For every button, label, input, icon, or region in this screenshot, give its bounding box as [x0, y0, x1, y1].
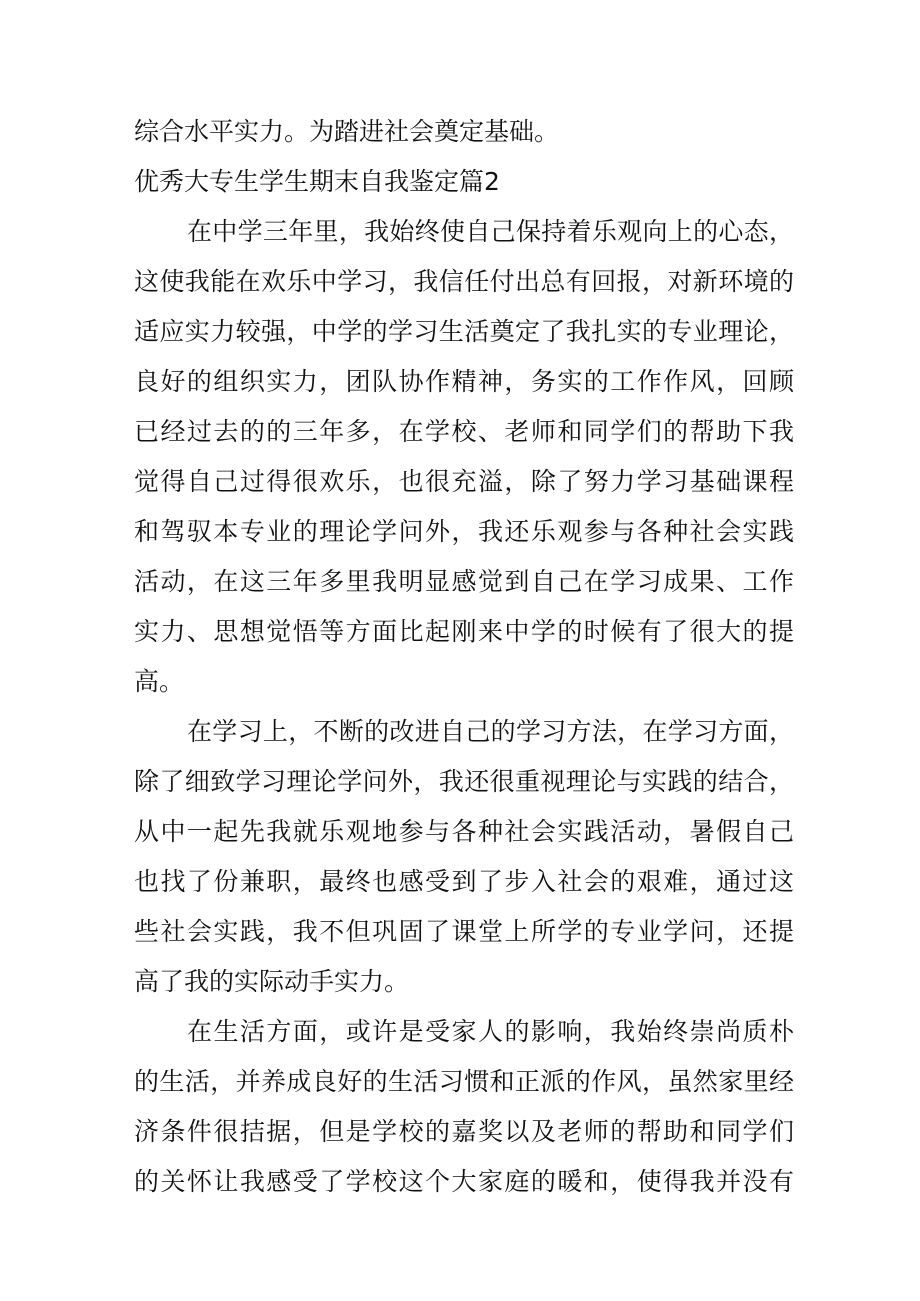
- paragraph-1-line-10: 高。: [134, 667, 185, 696]
- paragraph-1-line-7: 和驾驭本专业的理论学问外，我还乐观参与各种社会实践: [134, 517, 794, 546]
- paragraph-1-line-6: 觉得自己过得很欢乐，也很充溢，除了努力学习基础课程: [134, 467, 794, 496]
- paragraph-1-line-5: 已经过去的的三年多，在学校、老师和同学们的帮助下我: [134, 417, 794, 446]
- paragraph-2-line-2: 除了细致学习理论学问外，我还很重视理论与实践的结合，: [134, 767, 794, 796]
- paragraph-3-line-1: 在生活方面，或许是受家人的影响，我始终崇尚质朴: [187, 1017, 794, 1046]
- paragraph-1-line-1: 在中学三年里，我始终使自己保持着乐观向上的心态，: [187, 217, 794, 246]
- paragraph-3-line-3: 济条件很拮据，但是学校的嘉奖以及老师的帮助和同学们: [134, 1117, 794, 1146]
- intro-tail-text: 综合水平实力。为踏进社会奠定基础。: [134, 117, 560, 146]
- paragraph-3-line-2: 的生活，并养成良好的生活习惯和正派的作风，虽然家里经: [134, 1067, 794, 1096]
- section-title: 优秀大专生学生期末自我鉴定篇2: [134, 167, 500, 196]
- paragraph-3-line-4: 的关怀让我感受了学校这个大家庭的暖和，使得我并没有: [134, 1167, 794, 1196]
- paragraph-1-line-3: 适应实力较强，中学的学习生活奠定了我扎实的专业理论，: [134, 317, 794, 346]
- paragraph-2-line-3: 从中一起先我就乐观地参与各种社会实践活动，暑假自己: [134, 817, 794, 846]
- paragraph-2-line-1: 在学习上，不断的改进自己的学习方法，在学习方面，: [187, 717, 794, 746]
- paragraph-1-line-9: 实力、思想觉悟等方面比起刚来中学的时候有了很大的提: [134, 617, 794, 646]
- paragraph-1-line-4: 良好的组织实力，团队协作精神，务实的工作作风，回顾: [134, 367, 794, 396]
- paragraph-1-line-8: 活动，在这三年多里我明显感觉到自己在学习成果、工作: [134, 567, 794, 596]
- paragraph-1-line-2: 这使我能在欢乐中学习，我信任付出总有回报，对新环境的: [134, 267, 794, 296]
- paragraph-2-line-4: 也找了份兼职，最终也感受到了步入社会的艰难，通过这: [134, 867, 794, 896]
- paragraph-2-line-6: 高了我的实际动手实力。: [134, 967, 410, 996]
- paragraph-2-line-5: 些社会实践，我不但巩固了课堂上所学的专业学问，还提: [134, 917, 794, 946]
